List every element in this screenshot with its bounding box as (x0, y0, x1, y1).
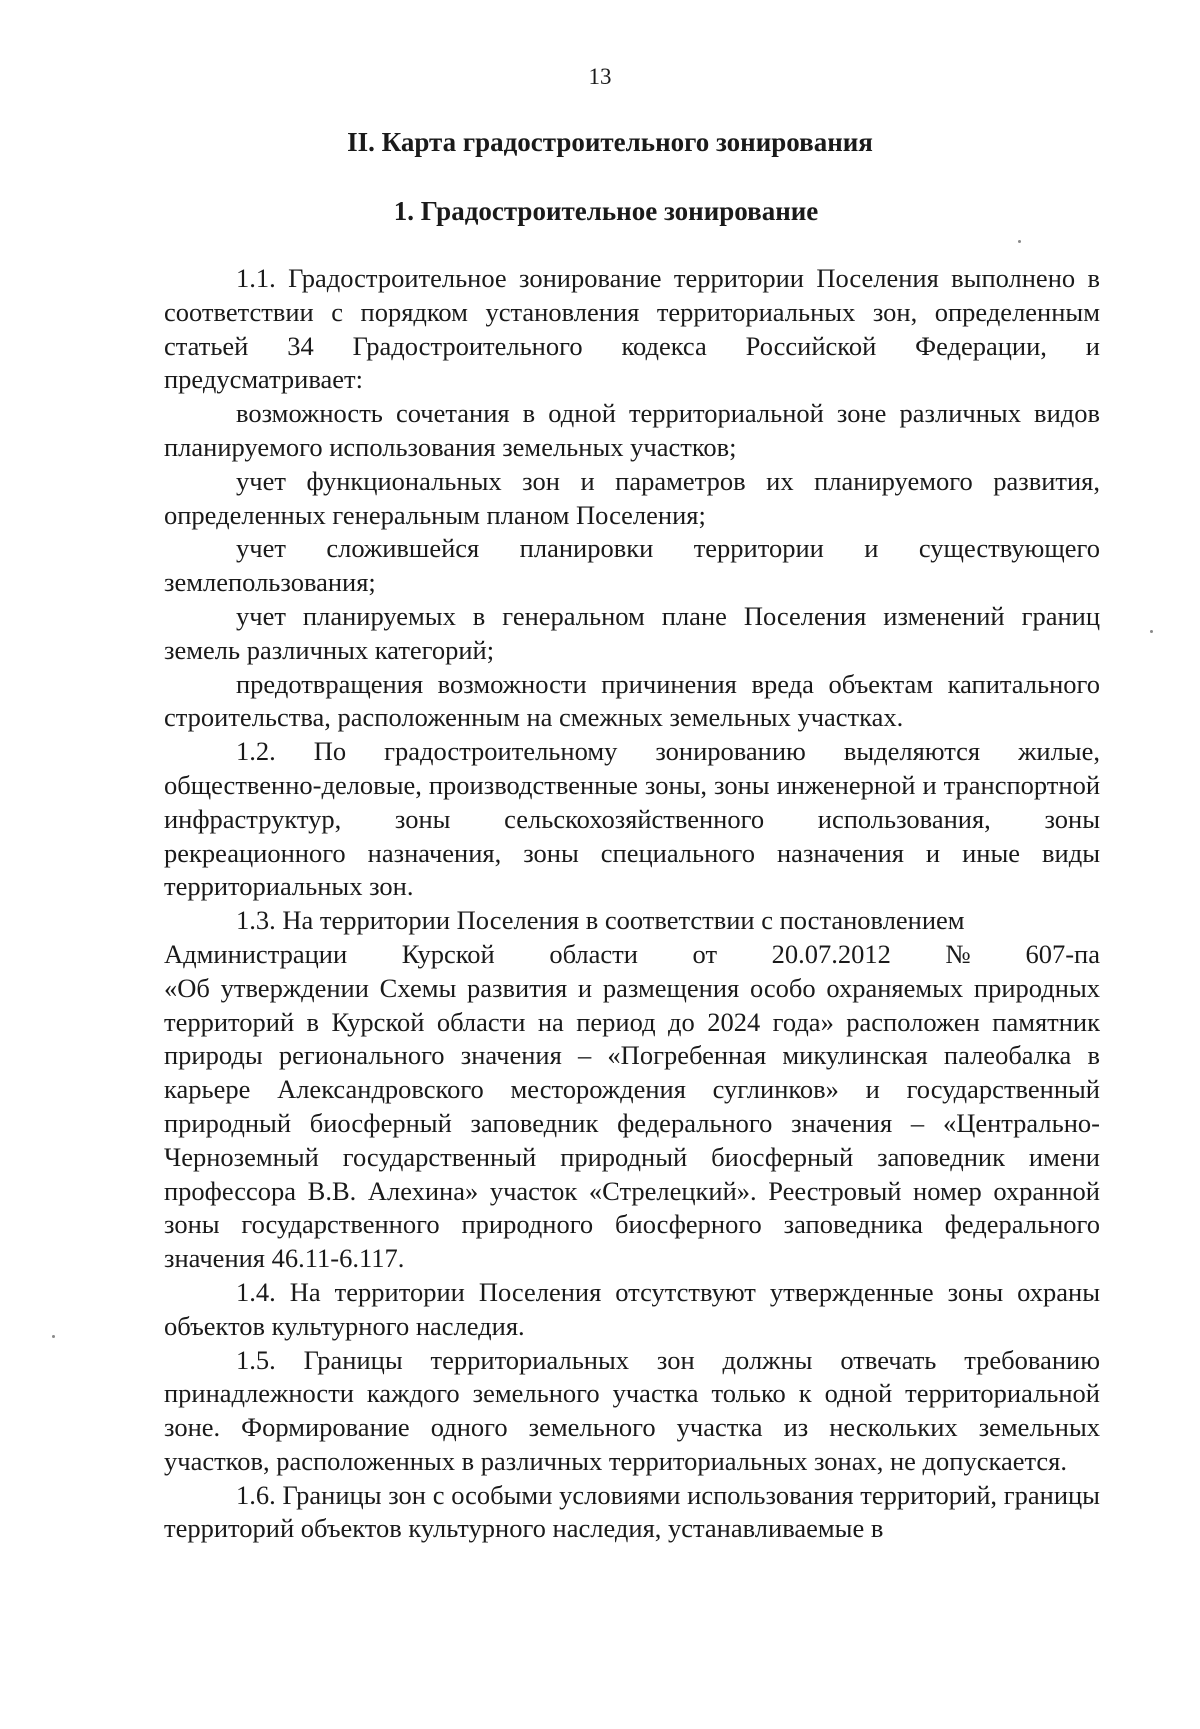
paragraph-1-1-item-b: учет функциональных зон и параметров их планируемого развития, определенных генеральным планом Поселения; (164, 465, 1100, 530)
paragraph-1-2: 1.2. По градостроительному зонированию выделяются жилые, общественно-деловые, производственные зоны, зоны инженерной и транспортной инфраструктур, зоны сельскохозяйственного использования, зоны рекреационного назначения, зоны специального назначения и иные виды территориальных зон. (164, 736, 1100, 902)
paragraph-1-6: 1.6. Границы зон с особыми условиями использования территорий, границы территорий объектов культурного наследия, устанавливаемые в (164, 1479, 1100, 1544)
word: области (549, 938, 638, 969)
word: Администрации (164, 938, 348, 969)
subsection-title: 1. Градостроительное зонирование (393, 196, 819, 226)
paragraph-1-3 (164, 904, 1100, 1276)
paragraph-1-1-item-d: учет планируемых в генеральном плане Поселения изменений границ земель различных категорий; (164, 600, 1100, 665)
document-body (164, 262, 1100, 1546)
word: Курской (401, 938, 495, 969)
paragraph-1-3-line-2 (164, 938, 1100, 972)
word: № (945, 938, 971, 969)
scan-speck (1018, 240, 1021, 243)
section-title: II. Карта градостроительного зонирования (347, 127, 873, 157)
paragraph-1-1-item-e: предотвращения возможности причинения вреда объектам капитального строительства, расположенным на смежных земельных участках. (164, 668, 1100, 733)
word: 607-па (1025, 938, 1100, 969)
scan-speck (52, 1335, 55, 1338)
paragraph-1-1-item-c: учет сложившейся планировки территории и существующего землепользования; (164, 533, 1100, 598)
paragraph-1-1: 1.1. Градостроительное зонирование территории Поселения выполнено в соответствии с порядком установления территориальных зон, определенным статьей 34 Градостроительного кодекса Российской Федерации, и предусматривает: (164, 263, 1100, 395)
paragraph-1-5: 1.5. Границы территориальных зон должны отвечать требованию принадлежности каждого земельного участка только к одной территориальной зоне. Формирование одного земельного участка из нескольких земельных участков, расположенных в различных территориальных зонах, не допускается. (164, 1344, 1100, 1476)
word: 20.07.2012 (771, 938, 891, 969)
word: от (692, 938, 718, 969)
scan-speck (1150, 630, 1153, 633)
paragraph-1-3-line-1: 1.3. На территории Поселения в соответствии с постановлением (236, 905, 965, 936)
paragraph-1-1-item-a: возможность сочетания в одной территориальной зоне различных видов планируемого использования земельных участков; (164, 398, 1100, 462)
paragraph-1-3-rest: «Об утверждении Схемы развития и размещения особо охраняемых природных территорий в Курской области на период до 2024 года» расположен памятник природы регионального значения – «Погребенная микулинская палеобалка в карьере Александровского месторождения суглинков» и государственный природный биосферный заповедник федерального значения – «Центрально-Черноземный государственный природный биосферный заповедник имени профессора В.В. Алехина» участок «Стрелецкий». Реестровый номер охранной зоны государственного природного биосферного заповедника федерального значения 46.11-6.117. (164, 972, 1100, 1274)
page-number: 13 (588, 64, 612, 89)
paragraph-1-4: 1.4. На территории Поселения отсутствуют утвержденные зоны охраны объектов культурного наследия. (164, 1276, 1100, 1341)
